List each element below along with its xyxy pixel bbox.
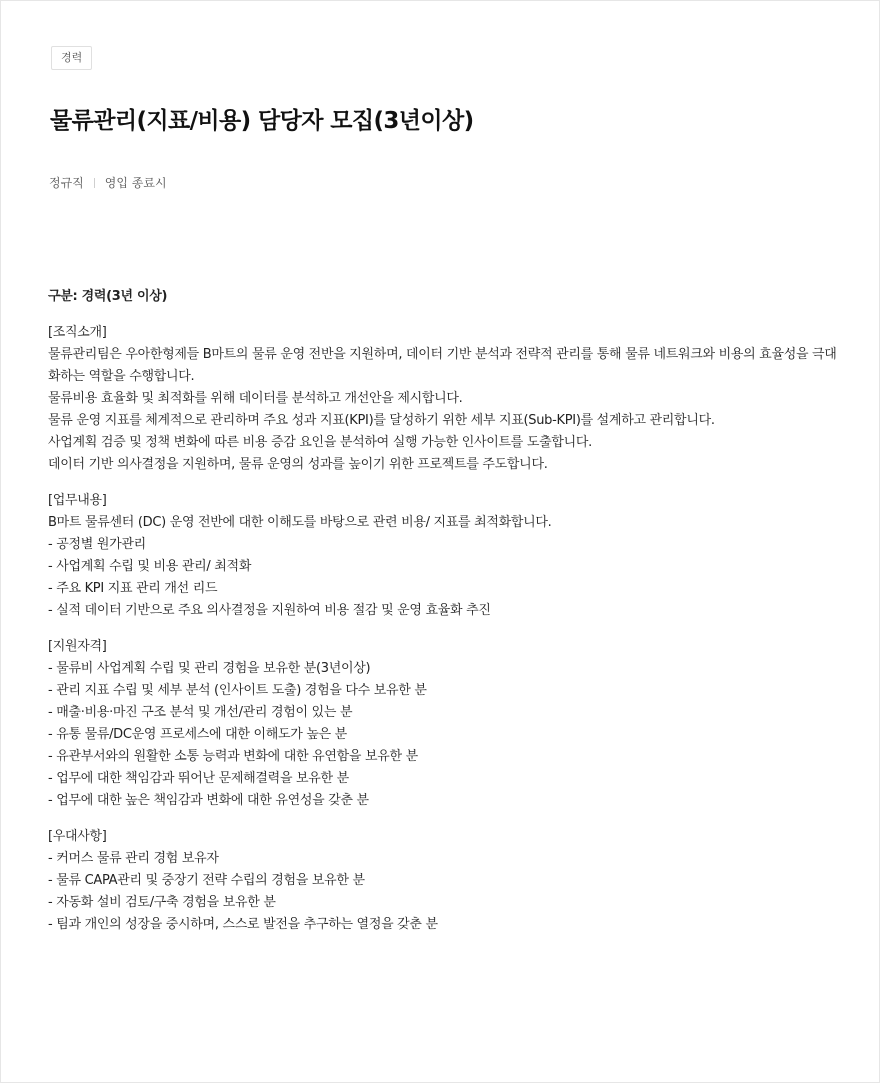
list-item: - 유통 물류/DC운영 프로세스에 대한 이해도가 높은 분 xyxy=(48,727,347,742)
list-item: - 유관부서와의 원활한 소통 능력과 변화에 대한 유연함을 보유한 분 xyxy=(48,749,418,764)
text-line: 물류 운영 지표를 체계적으로 관리하며 주요 성과 지표(KPI)를 달성하기 위한 세부 지표(Sub-KPI)를 설계하고 관리합니다. xyxy=(48,413,715,428)
list-item: - 주요 KPI 지표 관리 개선 리드 xyxy=(48,581,218,596)
list-item: - 팀과 개인의 성장을 중시하며, 스스로 발전을 추구하는 열정을 갖춘 분 xyxy=(48,917,438,932)
section-intro xyxy=(48,322,838,476)
section-heading: [업무내용] xyxy=(48,493,107,508)
list-item: - 실적 데이터 기반으로 주요 의사결정을 지원하여 비용 절감 및 운영 효율화 추진 xyxy=(48,603,491,618)
section-qualifications xyxy=(48,636,838,812)
list-item: - 사업계획 수립 및 비용 관리/ 최적화 xyxy=(48,559,252,574)
section-heading: [조직소개] xyxy=(48,325,107,340)
text-line: 데이터 기반 의사결정을 지원하며, 물류 운영의 성과를 높이기 위한 프로젝트를 주도합니다. xyxy=(48,457,548,472)
page-title: 물류관리(지표/비용) 담당자 모집(3년이상) xyxy=(50,108,474,134)
list-item: - 커머스 물류 관리 경험 보유자 xyxy=(48,851,219,866)
category-line: 구분: 경력(3년 이상) xyxy=(48,289,168,304)
section-duties xyxy=(48,490,838,622)
list-item: - 관리 지표 수립 및 세부 분석 (인사이트 도출) 경험을 다수 보유한 분 xyxy=(48,683,427,698)
section-heading: [지원자격] xyxy=(48,639,107,654)
section-preferred xyxy=(48,826,838,936)
job-description xyxy=(48,286,838,936)
career-badge: 경력 xyxy=(51,46,92,70)
text-line: 사업계획 검증 및 정책 변화에 따른 비용 증감 요인을 분석하여 실행 가능한 인사이트를 도출합니다. xyxy=(48,435,592,450)
list-item: - 업무에 대한 높은 책임감과 변화에 대한 유연성을 갖춘 분 xyxy=(48,793,369,808)
text-line: 물류비용 효율화 및 최적화를 위해 데이터를 분석하고 개선안을 제시합니다. xyxy=(48,391,463,406)
deadline: 영입 종료시 xyxy=(104,176,167,190)
list-item: - 물류 CAPA관리 및 중장기 전략 수립의 경험을 보유한 분 xyxy=(48,873,365,888)
meta-divider xyxy=(94,178,95,188)
section-heading: [우대사항] xyxy=(48,829,107,844)
list-item: - 업무에 대한 책임감과 뛰어난 문제해결력을 보유한 분 xyxy=(48,771,349,786)
job-meta xyxy=(49,175,167,191)
list-item: - 매출·비용·마진 구조 분석 및 개선/관리 경험이 있는 분 xyxy=(48,705,353,720)
employment-type: 정규직 xyxy=(49,176,84,190)
text-line: B마트 물류센터 (DC) 운영 전반에 대한 이해도를 바탕으로 관련 비용/ 지표를 최적화합니다. xyxy=(48,515,552,530)
list-item: - 물류비 사업계획 수립 및 관리 경험을 보유한 분(3년이상) xyxy=(48,661,371,676)
list-item: - 공정별 원가관리 xyxy=(48,537,146,552)
list-item: - 자동화 설비 검토/구축 경험을 보유한 분 xyxy=(48,895,276,910)
text-line: 물류관리팀은 우아한형제들 B마트의 물류 운영 전반을 지원하며, 데이터 기반 분석과 전략적 관리를 통해 물류 네트워크와 비용의 효율성을 극대화하는 역할을 수행합니다. xyxy=(48,347,837,384)
